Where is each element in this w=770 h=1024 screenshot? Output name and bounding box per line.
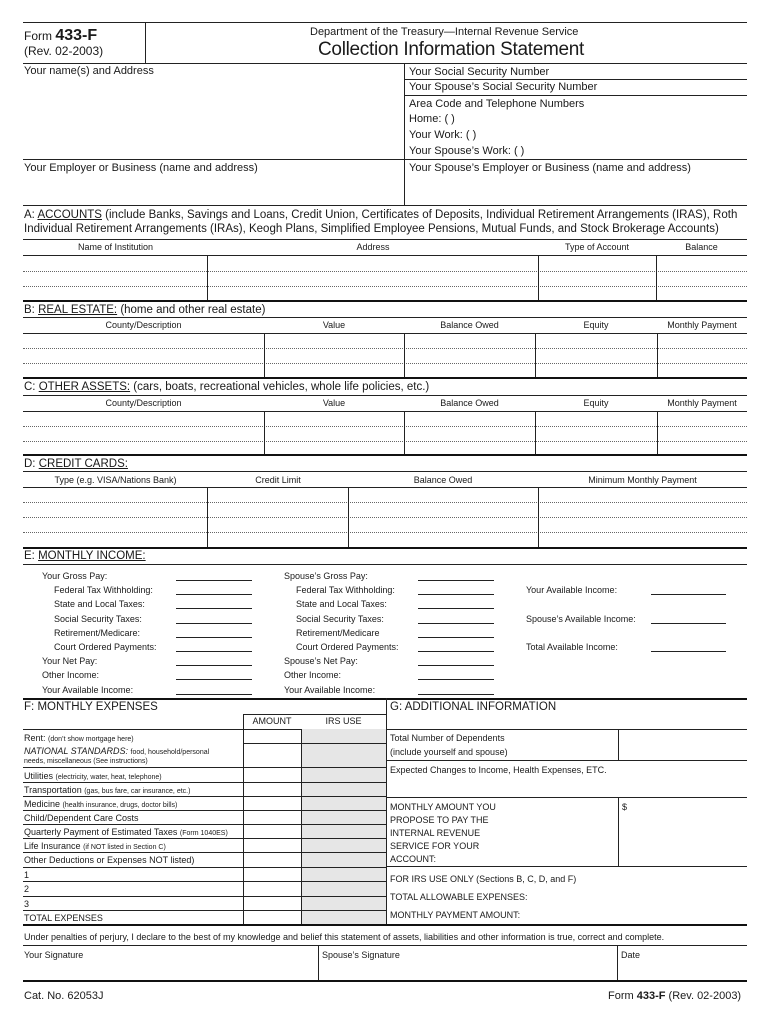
expected-changes-label[interactable]: Expected Changes to Income, Health Expenses, ETC.	[390, 765, 607, 775]
income-label: Federal Tax Withholding:	[54, 585, 153, 595]
rule	[348, 487, 349, 548]
rule	[404, 79, 747, 80]
section-e-title	[24, 550, 146, 562]
income-label: Other Income:	[42, 670, 100, 680]
column-header: Balance	[685, 242, 718, 252]
rule	[23, 271, 747, 272]
your-signature-field[interactable]: Your Signature	[24, 950, 84, 960]
dependents-label: Total Number of Dependents	[390, 733, 505, 743]
income-blank[interactable]	[176, 637, 252, 638]
section-desc: (include Banks, Savings and Loans, Credit Union, Certificates of Deposits, Individual Retirement Arrangements (IRAS), Roth	[105, 209, 738, 221]
section-f-title	[24, 701, 158, 713]
perjury-statement: Under penalties of perjury, I declare to the best of my knowledge and belief this statement of assets, liabilities and other information is true, correct and complete.	[24, 932, 665, 942]
income-label: Other Income:	[284, 670, 342, 680]
info-divider	[404, 63, 405, 205]
expense-note: food, household/personal	[130, 749, 210, 756]
expense-note: needs, miscellaneous (See instructions)	[24, 758, 148, 765]
rule	[23, 471, 747, 472]
section-letter: C:	[24, 381, 36, 393]
column-header: Address	[356, 242, 390, 252]
rule	[318, 945, 319, 980]
rule	[23, 487, 747, 488]
rule	[207, 487, 208, 548]
rule	[404, 333, 405, 378]
dependents-note: (include yourself and spouse)	[390, 747, 508, 757]
column-header: Equity	[583, 398, 609, 408]
header-divider	[145, 23, 146, 63]
section-letter: E:	[24, 550, 35, 562]
rule	[23, 395, 747, 396]
income-blank[interactable]	[176, 608, 252, 609]
rule	[386, 698, 387, 924]
rule	[23, 239, 747, 240]
department-suffix: Internal Revenue Service	[454, 26, 579, 38]
rule	[23, 980, 747, 982]
rule	[23, 852, 386, 853]
column-header: Type of Account	[564, 242, 630, 252]
income-blank[interactable]	[418, 608, 494, 609]
form-id	[24, 27, 97, 45]
column-header: Monthly Payment	[667, 398, 737, 408]
expense-label: Transportation	[24, 785, 82, 795]
rule	[23, 517, 747, 518]
income-label: Spouse’s Net Pay:	[284, 656, 358, 666]
section-name: ACCOUNTS	[37, 209, 102, 221]
rule	[538, 487, 539, 548]
rule	[243, 743, 386, 744]
department-line	[310, 26, 578, 38]
expense-quarterly-taxes	[24, 827, 228, 837]
expense-note: (health insurance, drugs, doctor bills)	[62, 802, 178, 809]
income-label: Federal Tax Withholding:	[296, 585, 395, 595]
rule	[23, 767, 386, 768]
rule	[23, 924, 747, 926]
income-blank[interactable]	[176, 665, 252, 666]
section-d-title	[24, 458, 128, 470]
rule	[23, 377, 747, 379]
expense-note: (Form 1040ES)	[179, 830, 228, 837]
expense-national-standards	[24, 746, 209, 756]
section-name: CREDIT CARDS:	[38, 458, 128, 470]
column-header: Value	[322, 320, 346, 330]
income-blank[interactable]	[418, 580, 494, 581]
income-label: Court Ordered Payments:	[54, 642, 157, 652]
income-label: Social Security Taxes:	[296, 614, 384, 624]
irs-use-only-label: FOR IRS USE ONLY (Sections B, C, D, and F)	[390, 874, 577, 884]
total-allowable-expenses-label: TOTAL ALLOWABLE EXPENSES:	[390, 892, 528, 902]
income-label: Retirement/Medicare:	[54, 628, 141, 638]
column-header: Value	[322, 398, 346, 408]
income-label: Your Available Income:	[526, 585, 618, 595]
catalog-number: Cat. No. 62053J	[24, 990, 104, 1002]
rule	[23, 411, 747, 412]
rule	[23, 782, 386, 783]
income-label: Spouse’s Available Income:	[526, 614, 636, 624]
rule	[23, 441, 747, 442]
expense-transportation	[24, 785, 190, 795]
column-header: Monthly Payment	[667, 320, 737, 330]
proposal-label: INTERNAL REVENUE	[390, 828, 481, 838]
expense-label: Life Insurance	[24, 841, 81, 851]
employer-label[interactable]: Your Employer or Business (name and address)	[24, 162, 258, 174]
rule	[23, 317, 747, 318]
rule	[23, 502, 747, 503]
rule	[23, 532, 747, 533]
income-blank[interactable]	[176, 694, 252, 695]
proposal-label: ACCOUNT:	[390, 854, 437, 864]
income-blank[interactable]	[176, 594, 252, 595]
income-blank[interactable]	[176, 679, 252, 680]
rule	[617, 945, 618, 980]
expense-label: Quarterly Payment of Estimated Taxes	[24, 827, 178, 837]
expense-life-insurance	[24, 841, 166, 851]
column-header: County/Description	[105, 398, 182, 408]
income-blank[interactable]	[418, 679, 494, 680]
section-a-title	[24, 209, 737, 221]
section-name: ADDITIONAL INFORMATION	[404, 701, 557, 713]
expense-other-deductions: Other Deductions or Expenses NOT listed)	[24, 855, 195, 865]
section-letter: D:	[24, 458, 36, 470]
form-number: 433-F	[55, 27, 98, 44]
rule	[23, 333, 747, 334]
proposal-label: MONTHLY AMOUNT YOU	[390, 802, 496, 812]
expense-medicine	[24, 799, 177, 809]
rule	[23, 205, 747, 206]
spouse-employer-label[interactable]: Your Spouse’s Employer or Business (name and address)	[409, 162, 691, 174]
section-b-title	[24, 304, 265, 316]
expense-note: (electricity, water, heat, telephone)	[55, 774, 162, 781]
rule	[386, 729, 747, 730]
income-label: Your Available Income:	[42, 685, 134, 695]
form-label: Form	[24, 29, 52, 43]
section-desc: (home and other real estate)	[120, 304, 266, 316]
income-label: State and Local Taxes:	[54, 599, 145, 609]
rule	[535, 333, 536, 378]
form-label: Form	[608, 990, 634, 1002]
footer-form-id	[608, 990, 741, 1002]
income-blank[interactable]	[651, 594, 726, 595]
section-name: REAL ESTATE:	[38, 304, 118, 316]
header-bottom-rule	[23, 63, 747, 64]
column-header: Type (e.g. VISA/Nations Bank)	[54, 475, 177, 485]
income-blank[interactable]	[418, 694, 494, 695]
rule	[23, 796, 386, 797]
income-label: Your Available Income:	[284, 685, 376, 695]
income-label: Your Net Pay:	[42, 656, 98, 666]
expense-note: (don’t show mortgage here)	[48, 736, 134, 743]
column-header: Balance Owed	[440, 398, 499, 408]
income-label: Spouse’s Gross Pay:	[284, 571, 368, 581]
income-blank[interactable]	[176, 580, 252, 581]
rule	[23, 896, 386, 897]
income-blank[interactable]	[176, 651, 252, 652]
income-label: Retirement/Medicare	[296, 628, 380, 638]
expense-utilities	[24, 771, 162, 781]
income-label: Your Gross Pay:	[42, 571, 108, 581]
rule	[23, 810, 386, 811]
income-label: State and Local Taxes:	[296, 599, 387, 609]
proposal-amount-field[interactable]: $	[622, 802, 628, 812]
income-blank[interactable]	[418, 665, 494, 666]
page-title: Collection Information Statement	[318, 39, 585, 60]
section-letter: A:	[24, 209, 35, 221]
top-rule	[23, 22, 747, 23]
section-desc: (cars, boats, recreational vehicles, whole life policies, etc.)	[133, 381, 430, 393]
phone-heading: Area Code and Telephone Numbers	[409, 98, 585, 110]
section-name: MONTHLY EXPENSES	[37, 701, 158, 713]
rule	[23, 363, 747, 364]
column-header: Minimum Monthly Payment	[588, 475, 697, 485]
rule	[23, 945, 747, 946]
rule	[404, 411, 405, 455]
rule	[386, 797, 747, 798]
form-number: 433-F	[636, 990, 666, 1002]
expense-line-1: 1	[24, 870, 30, 880]
spouse-work-phone-field[interactable]: Your Spouse’s Work: ( )	[409, 145, 525, 157]
irs-use-column	[301, 729, 387, 924]
expense-label: Rent:	[24, 733, 46, 743]
date-field[interactable]: Date	[621, 950, 641, 960]
expense-note: (gas, bus fare, car insurance, etc.)	[84, 788, 191, 795]
income-label: Total Available Income:	[526, 642, 618, 652]
rule	[23, 824, 386, 825]
rule	[23, 454, 747, 456]
rule	[23, 564, 747, 565]
section-letter: B:	[24, 304, 35, 316]
proposal-label: SERVICE FOR YOUR	[390, 841, 480, 851]
rule	[386, 866, 747, 867]
rule	[23, 881, 386, 882]
section-letter: G:	[390, 701, 403, 713]
rule	[243, 714, 244, 924]
rule	[23, 867, 386, 868]
expense-label: Medicine	[24, 799, 61, 809]
rule	[23, 300, 747, 302]
rule	[23, 426, 747, 427]
monthly-payment-amount-label: MONTHLY PAYMENT AMOUNT:	[390, 910, 521, 920]
section-a-desc-2: Individual Retirement Arrangements (IRAs), Keogh Plans, Simplified Employee Pensions, Mutual Funds, and Stock Brokerage Accounts)	[24, 223, 719, 235]
section-g-title	[390, 701, 556, 713]
expense-child-care: Child/Dependent Care Costs	[24, 813, 139, 823]
column-header: Credit Limit	[255, 475, 301, 485]
rule	[657, 411, 658, 455]
income-blank[interactable]	[176, 623, 252, 624]
expense-rent	[24, 733, 134, 743]
column-header: Balance Owed	[440, 320, 499, 330]
rule	[404, 95, 747, 96]
proposal-label: PROPOSE TO PAY THE	[390, 815, 489, 825]
income-blank[interactable]	[418, 651, 494, 652]
rule	[207, 255, 208, 301]
spouse-ssn-label[interactable]: Your Spouse’s Social Security Number	[409, 81, 598, 93]
column-header: Equity	[583, 320, 609, 330]
irs-use-column-header: IRS USE	[325, 716, 362, 726]
rule	[386, 760, 747, 761]
department-prefix: Department of the Treasury—	[310, 26, 455, 38]
rule	[243, 714, 386, 715]
income-blank[interactable]	[651, 651, 726, 652]
income-blank[interactable]	[651, 623, 726, 624]
rule	[23, 255, 747, 256]
spouse-signature-field[interactable]: Spouse’s Signature	[322, 950, 400, 960]
expense-line-3: 3	[24, 899, 30, 909]
rule	[264, 411, 265, 455]
income-blank[interactable]	[418, 594, 494, 595]
rule	[23, 698, 747, 700]
expense-note: (if NOT listed in Section C)	[83, 844, 166, 851]
column-header: Name of Institution	[77, 242, 154, 252]
total-expenses-label: TOTAL EXPENSES	[24, 913, 103, 923]
expense-line-2: 2	[24, 884, 30, 894]
rule	[264, 333, 265, 378]
rule	[23, 348, 747, 349]
section-name: MONTHLY INCOME:	[38, 550, 146, 562]
column-header: County/Description	[105, 320, 182, 330]
rule	[538, 255, 539, 301]
names-address-label[interactable]: Your name(s) and Address	[24, 65, 154, 77]
ssn-label[interactable]: Your Social Security Number	[409, 66, 550, 78]
home-phone-field[interactable]: Home: ( )	[409, 113, 455, 125]
column-header: Balance Owed	[413, 475, 473, 485]
income-blank[interactable]	[418, 637, 494, 638]
rule	[23, 910, 386, 911]
rule	[23, 547, 747, 549]
section-name: OTHER ASSETS:	[38, 381, 131, 393]
rule	[657, 333, 658, 378]
work-phone-field[interactable]: Your Work: ( )	[409, 129, 477, 141]
expense-label: Utilities	[24, 771, 54, 781]
income-label: Social Security Taxes:	[54, 614, 142, 624]
rule	[23, 159, 747, 160]
rule	[23, 286, 747, 287]
section-c-title	[24, 381, 429, 393]
amount-column-header: AMOUNT	[252, 716, 292, 726]
expense-label: NATIONAL STANDARDS:	[24, 746, 129, 756]
rule	[618, 797, 619, 866]
rule	[656, 255, 657, 301]
rule	[618, 729, 619, 760]
section-letter: F:	[24, 701, 35, 713]
rule	[23, 838, 386, 839]
form-revision: (Rev. 02-2003)	[668, 990, 742, 1002]
income-label: Court Ordered Payments:	[296, 642, 399, 652]
income-blank[interactable]	[418, 623, 494, 624]
form-revision: (Rev. 02-2003)	[24, 44, 104, 58]
rule	[535, 411, 536, 455]
